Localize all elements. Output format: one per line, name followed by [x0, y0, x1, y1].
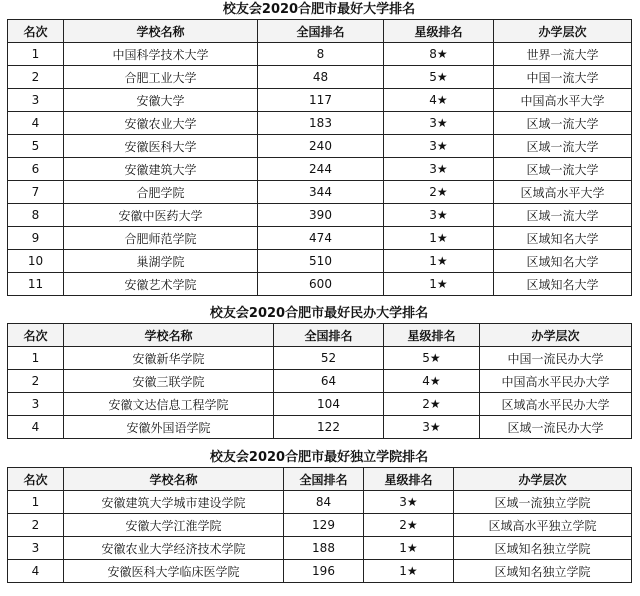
column-header-star-rating: 星级排名	[384, 324, 480, 347]
table-row	[8, 158, 632, 181]
star-rating-cell: 2★	[384, 393, 480, 416]
level-cell: 区域一流大学	[494, 135, 632, 158]
rank-cell: 2	[8, 370, 64, 393]
table-row	[8, 370, 632, 393]
star-rating-cell: 3★	[384, 416, 480, 439]
rank-cell: 9	[8, 227, 64, 250]
national-rank-cell: 390	[258, 204, 384, 227]
table-row	[8, 227, 632, 250]
star-rating-cell: 3★	[364, 491, 454, 514]
section-title: 校友会2020合肥市最好民办大学排名	[209, 306, 429, 321]
level-cell: 区域知名大学	[494, 250, 632, 273]
table-row	[8, 112, 632, 135]
star-rating-cell: 8★	[384, 43, 494, 66]
column-header-level: 办学层次	[480, 324, 632, 347]
school-name-cell: 安徽建筑大学	[64, 158, 258, 181]
level-cell: 中国高水平大学	[494, 89, 632, 112]
school-name-cell: 安徽大学	[64, 89, 258, 112]
level-cell: 区域一流独立学院	[454, 491, 632, 514]
column-header-star-rating: 星级排名	[384, 20, 494, 43]
national-rank-cell: 600	[258, 273, 384, 296]
table-row	[8, 393, 632, 416]
rank-cell: 4	[8, 416, 64, 439]
level-cell: 中国高水平民办大学	[480, 370, 632, 393]
star-rating-cell: 1★	[384, 227, 494, 250]
ranking-table	[7, 467, 632, 583]
rank-cell: 4	[8, 560, 64, 583]
national-rank-cell: 510	[258, 250, 384, 273]
rank-cell: 11	[8, 273, 64, 296]
table-row	[8, 491, 632, 514]
star-rating-cell: 2★	[364, 514, 454, 537]
column-header-school: 学校名称	[64, 324, 274, 347]
school-name-cell: 合肥学院	[64, 181, 258, 204]
table-row	[8, 273, 632, 296]
table-row	[8, 135, 632, 158]
star-rating-cell: 5★	[384, 347, 480, 370]
national-rank-cell: 344	[258, 181, 384, 204]
level-cell: 区域知名独立学院	[454, 560, 632, 583]
column-header-level: 办学层次	[494, 20, 632, 43]
rank-cell: 3	[8, 537, 64, 560]
national-rank-cell: 122	[274, 416, 384, 439]
school-name-cell: 安徽新华学院	[64, 347, 274, 370]
star-rating-cell: 1★	[384, 250, 494, 273]
rank-cell: 1	[8, 347, 64, 370]
level-cell: 区域知名独立学院	[454, 537, 632, 560]
ranking-section-independent	[7, 449, 631, 583]
table-row	[8, 89, 632, 112]
rank-cell: 3	[8, 393, 64, 416]
national-rank-cell: 52	[274, 347, 384, 370]
national-rank-cell: 196	[284, 560, 364, 583]
level-cell: 区域一流民办大学	[480, 416, 632, 439]
school-name-cell: 安徽三联学院	[64, 370, 274, 393]
column-header-rank: 名次	[8, 468, 64, 491]
star-rating-cell: 1★	[384, 273, 494, 296]
rank-cell: 4	[8, 112, 64, 135]
national-rank-cell: 183	[258, 112, 384, 135]
national-rank-cell: 117	[258, 89, 384, 112]
level-cell: 区域高水平大学	[494, 181, 632, 204]
rank-cell: 5	[8, 135, 64, 158]
level-cell: 区域一流大学	[494, 158, 632, 181]
table-row	[8, 560, 632, 583]
level-cell: 中国一流民办大学	[480, 347, 632, 370]
rank-cell: 2	[8, 514, 64, 537]
star-rating-cell: 3★	[384, 158, 494, 181]
school-name-cell: 安徽农业大学	[64, 112, 258, 135]
table-row	[8, 43, 632, 66]
school-name-cell: 安徽中医药大学	[64, 204, 258, 227]
school-name-cell: 合肥工业大学	[64, 66, 258, 89]
section-title: 校友会2020合肥市最好大学排名	[222, 2, 416, 17]
table-header-row	[8, 324, 632, 347]
level-cell: 区域知名大学	[494, 227, 632, 250]
table-row	[8, 416, 632, 439]
national-rank-cell: 474	[258, 227, 384, 250]
school-name-cell: 安徽建筑大学城市建设学院	[64, 491, 284, 514]
rank-cell: 10	[8, 250, 64, 273]
rank-cell: 2	[8, 66, 64, 89]
national-rank-cell: 8	[258, 43, 384, 66]
national-rank-cell: 48	[258, 66, 384, 89]
section-title: 校友会2020合肥市最好独立学院排名	[209, 450, 429, 465]
school-name-cell: 安徽农业大学经济技术学院	[64, 537, 284, 560]
national-rank-cell: 84	[284, 491, 364, 514]
level-cell: 区域一流大学	[494, 204, 632, 227]
column-header-school: 学校名称	[64, 468, 284, 491]
table-header-row	[8, 468, 632, 491]
school-name-cell: 安徽艺术学院	[64, 273, 258, 296]
national-rank-cell: 240	[258, 135, 384, 158]
ranking-table	[7, 19, 632, 296]
table-row	[8, 537, 632, 560]
rank-cell: 8	[8, 204, 64, 227]
national-rank-cell: 129	[284, 514, 364, 537]
school-name-cell: 安徽大学江淮学院	[64, 514, 284, 537]
school-name-cell: 合肥师范学院	[64, 227, 258, 250]
table-row	[8, 66, 632, 89]
column-header-national-rank: 全国排名	[274, 324, 384, 347]
level-cell: 中国一流大学	[494, 66, 632, 89]
school-name-cell: 安徽外国语学院	[64, 416, 274, 439]
national-rank-cell: 64	[274, 370, 384, 393]
star-rating-cell: 3★	[384, 135, 494, 158]
table-row	[8, 181, 632, 204]
school-name-cell: 安徽医科大学	[64, 135, 258, 158]
ranking-table	[7, 323, 632, 439]
national-rank-cell: 244	[258, 158, 384, 181]
star-rating-cell: 1★	[364, 537, 454, 560]
school-name-cell: 中国科学技术大学	[64, 43, 258, 66]
star-rating-cell: 4★	[384, 370, 480, 393]
table-header-row	[8, 20, 632, 43]
table-row	[8, 204, 632, 227]
ranking-section-universities	[7, 1, 631, 296]
ranking-section-private	[7, 305, 631, 439]
rank-cell: 3	[8, 89, 64, 112]
column-header-national-rank: 全国排名	[284, 468, 364, 491]
level-cell: 世界一流大学	[494, 43, 632, 66]
star-rating-cell: 5★	[384, 66, 494, 89]
table-row	[8, 514, 632, 537]
rank-cell: 1	[8, 491, 64, 514]
national-rank-cell: 188	[284, 537, 364, 560]
star-rating-cell: 3★	[384, 112, 494, 135]
school-name-cell: 安徽文达信息工程学院	[64, 393, 274, 416]
column-header-national-rank: 全国排名	[258, 20, 384, 43]
table-row	[8, 250, 632, 273]
rank-cell: 7	[8, 181, 64, 204]
column-header-rank: 名次	[8, 20, 64, 43]
star-rating-cell: 3★	[384, 204, 494, 227]
rank-cell: 1	[8, 43, 64, 66]
column-header-school: 学校名称	[64, 20, 258, 43]
star-rating-cell: 4★	[384, 89, 494, 112]
rank-cell: 6	[8, 158, 64, 181]
level-cell: 区域知名大学	[494, 273, 632, 296]
school-name-cell: 安徽医科大学临床医学院	[64, 560, 284, 583]
school-name-cell: 巢湖学院	[64, 250, 258, 273]
level-cell: 区域一流大学	[494, 112, 632, 135]
column-header-rank: 名次	[8, 324, 64, 347]
level-cell: 区域高水平独立学院	[454, 514, 632, 537]
level-cell: 区域高水平民办大学	[480, 393, 632, 416]
star-rating-cell: 1★	[364, 560, 454, 583]
national-rank-cell: 104	[274, 393, 384, 416]
star-rating-cell: 2★	[384, 181, 494, 204]
table-row	[8, 347, 632, 370]
column-header-level: 办学层次	[454, 468, 632, 491]
column-header-star-rating: 星级排名	[364, 468, 454, 491]
